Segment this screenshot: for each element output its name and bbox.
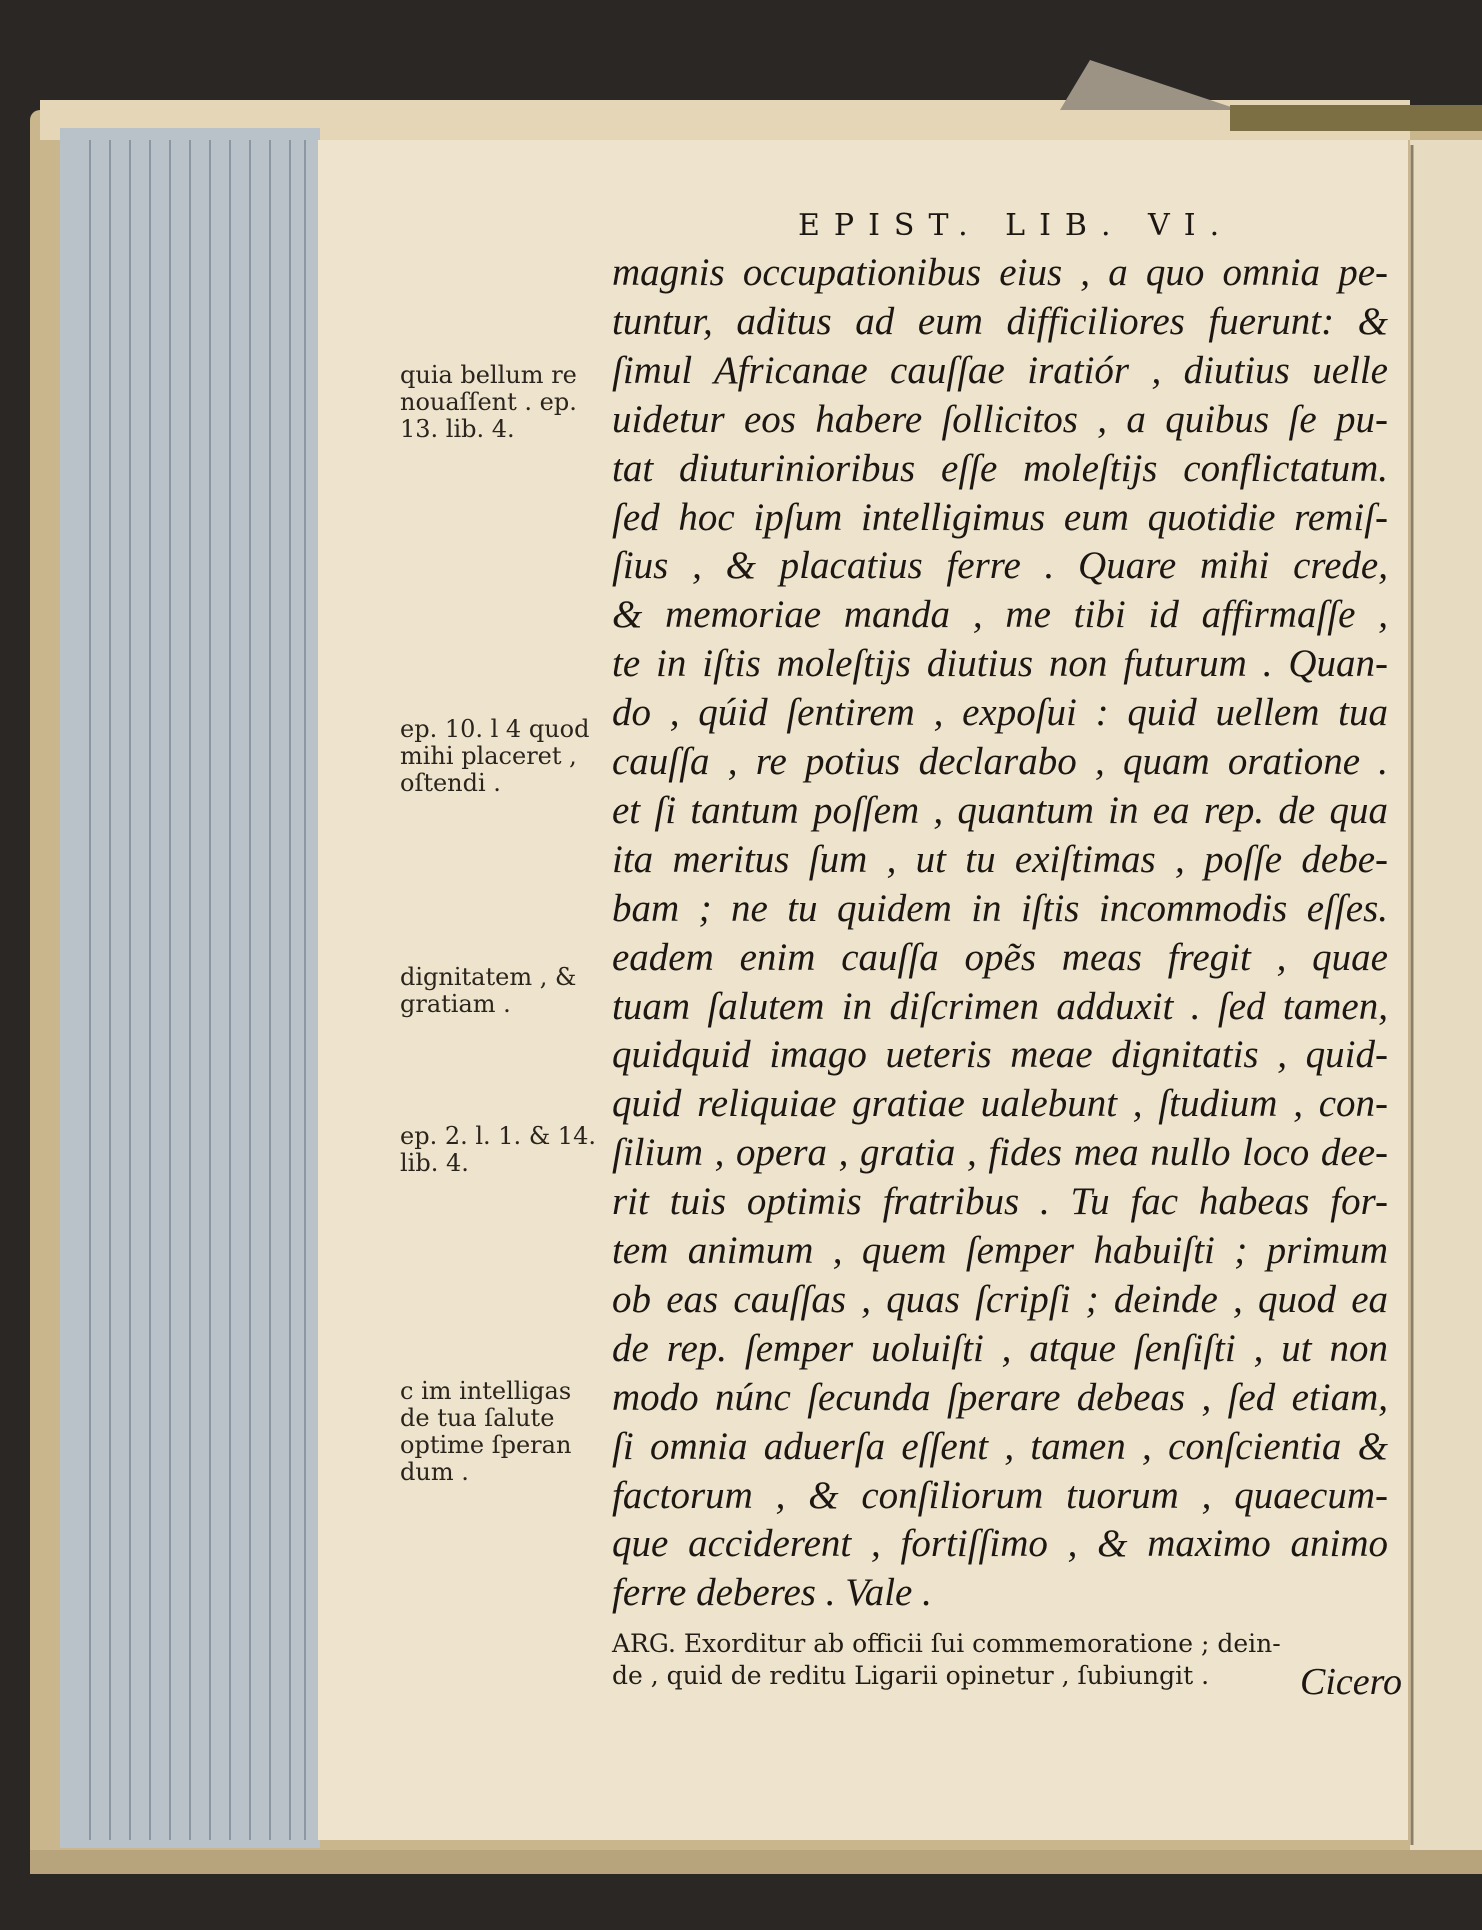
text-line: ſius , & placatius ferre . Quare mihi crede,: [612, 544, 1388, 588]
text-line: tuam ſalutem in diſcrimen adduxit . ſed tamen,: [612, 984, 1388, 1028]
margin-note: [400, 716, 600, 797]
margin-note: [400, 964, 600, 1018]
argument-line: ARG. Exorditur ab officii ſui commemoratione ; dein-: [612, 1629, 1281, 1658]
margin-note: [400, 1123, 600, 1177]
margin-note-line: c im intelligas: [400, 1377, 572, 1405]
text-line: tuntur, aditus ad eum difficiliores fuerunt: &: [612, 299, 1388, 343]
text-line: magnis occupationibus eius , a quo omnia pe-: [612, 251, 1388, 294]
margin-note-line: ep. 10. l 4 quod: [400, 715, 590, 743]
margin-note: [400, 362, 600, 443]
margin-note-line: ep. 2. l. 1. & 14.: [400, 1122, 596, 1150]
text-line: modo núnc ſecunda ſperare debeas , ſed etiam,: [612, 1375, 1388, 1419]
text-line: te in iſtis moleſtijs diutius non futurum . Quan-: [612, 642, 1388, 686]
text-line: & memoriae manda , me tibi id affirmaſſe ,: [612, 593, 1388, 637]
margin-note-line: 13. lib. 4.: [400, 415, 515, 443]
text-line: uidetur eos habere ſollicitos , a quibus ſe pu-: [612, 397, 1388, 441]
margin-note-line: dignitatem , &: [400, 963, 577, 991]
text-line: et ſi tantum poſſem , quantum in ea rep. de qua: [612, 788, 1388, 832]
text-line: ita meritus ſum , ut tu exiſtimas , poſſe debe-: [612, 837, 1388, 881]
catchword: Cicero: [1300, 1661, 1403, 1703]
text-line: do , qúid ſentirem , expoſui : quid uellem tua: [612, 691, 1388, 735]
text-line: ferre deberes . Vale .: [612, 1571, 932, 1615]
text-line: ſimul Africanae cauſſae iratiór , diutius uelle: [612, 348, 1388, 392]
torn-corner: [1060, 60, 1240, 110]
running-header: EPIST. LIB. VI.: [798, 208, 1234, 243]
argument-note: [612, 1628, 1388, 1692]
margin-note-line: quia bellum re: [400, 361, 577, 389]
margin-note-line: nouaſſent . ep.: [400, 388, 577, 416]
bottom-edge: [30, 1850, 1482, 1874]
text-line: ob eas cauſſas , quas ſcripſi ; deinde , quod ea: [612, 1277, 1388, 1321]
text-line: tem animum , quem ſemper habuiſti ; primum: [612, 1229, 1388, 1272]
text-line: bam ; ne tu quidem in iſtis incommodis eſſes.: [612, 886, 1388, 930]
facing-page: [1410, 140, 1482, 1850]
text-line: quidquid imago ueteris meae dignitatis , quid-: [612, 1033, 1388, 1077]
text-line: eadem enim cauſſa opẽs meas fregit , quae: [612, 935, 1388, 979]
margin-note-line: dum .: [400, 1458, 469, 1486]
text-line: quid reliquiae gratiae ualebunt , ſtudium , con-: [612, 1082, 1388, 1126]
margin-note-line: mihi placeret ,: [400, 742, 577, 770]
margin-note-line: optime ſperan: [400, 1431, 572, 1459]
text-line: tat diuturinioribus eſſe moleſtijs conflictatum.: [612, 446, 1388, 490]
margin-note-line: de tua ſalute: [400, 1404, 555, 1432]
clasp-strap: [1230, 105, 1482, 131]
text-line: rit tuis optimis fratribus . Tu fac habeas for-: [612, 1180, 1388, 1224]
text-line: ſilium , opera , gratia , fides mea nullo loco dee-: [612, 1131, 1388, 1175]
text-line: ſi omnia aduerſa eſſent , tamen , conſcientia &: [612, 1424, 1388, 1468]
text-line: de rep. ſemper uoluiſti , atque ſenſiſti , ut non: [612, 1326, 1388, 1370]
text-line: cauſſa , re potius declarabo , quam oratione .: [612, 740, 1388, 783]
text-line: ſed hoc ipſum intelligimus eum quotidie remiſ-: [612, 495, 1388, 539]
argument-line: de , quid de reditu Ligarii opinetur , ſubiungit .: [612, 1661, 1210, 1690]
text-line: factorum , & conſiliorum tuorum , quaecum-: [612, 1473, 1388, 1517]
margin-note-line: lib. 4.: [400, 1149, 469, 1177]
text-line: que acciderent , fortiſſimo , & maximo animo: [612, 1522, 1388, 1566]
margin-note-line: oſtendi .: [400, 769, 501, 797]
margin-note-line: gratiam .: [400, 990, 511, 1018]
margin-note: [400, 1378, 600, 1486]
